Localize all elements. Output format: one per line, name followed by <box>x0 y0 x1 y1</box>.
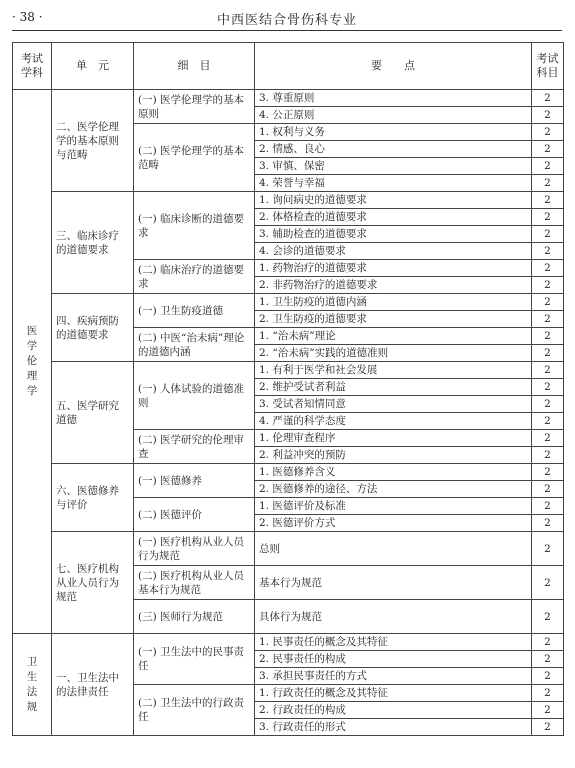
unit-cell: 四、疾病预防的道德要求 <box>52 294 134 362</box>
point-cell: 1. 卫生防疫的道德内涵 <box>255 294 532 311</box>
point-cell: 2. 行政责任的构成 <box>255 702 532 719</box>
page-header <box>12 8 562 31</box>
point-cell: 3. 行政责任的形式 <box>255 719 532 736</box>
level-cell: 2 <box>532 447 564 464</box>
point-cell: 2. 医德修养的途径、方法 <box>255 481 532 498</box>
point-cell: 2. 情感、良心 <box>255 141 532 158</box>
item-cell: (二) 医学研究的伦理审查 <box>134 430 255 464</box>
item-cell: (一) 医德修养 <box>134 464 255 498</box>
level-cell: 2 <box>532 141 564 158</box>
unit-cell: 一、卫生法中的法律责任 <box>52 634 134 736</box>
point-cell: 3. 辅助检查的道德要求 <box>255 226 532 243</box>
level-cell: 2 <box>532 481 564 498</box>
level-cell: 2 <box>532 90 564 107</box>
unit-cell: 二、医学伦理学的基本原则与范畴 <box>52 90 134 192</box>
unit-cell: 六、医德修养与评价 <box>52 464 134 532</box>
point-cell: 1. 有利于医学和社会发展 <box>255 362 532 379</box>
level-cell: 2 <box>532 243 564 260</box>
subject-cell <box>13 634 52 736</box>
level-cell: 2 <box>532 379 564 396</box>
point-cell: 1. 伦理审查程序 <box>255 430 532 447</box>
table-header-row <box>13 43 564 90</box>
point-cell: 4. 会诊的道德要求 <box>255 243 532 260</box>
point-cell: 4. 严谨的科学态度 <box>255 413 532 430</box>
point-cell: 1. “治未病”理论 <box>255 328 532 345</box>
level-cell: 2 <box>532 702 564 719</box>
page-number: · 38 · <box>12 10 43 24</box>
level-cell: 2 <box>532 464 564 481</box>
point-cell: 2. 体格检查的道德要求 <box>255 209 532 226</box>
unit-cell: 三、临床诊疗的道德要求 <box>52 192 134 294</box>
subject-cell <box>13 90 52 634</box>
level-cell: 2 <box>532 498 564 515</box>
item-cell: (三) 医师行为规范 <box>134 600 255 634</box>
level-cell: 2 <box>532 566 564 600</box>
point-cell: 2. 利益冲突的预防 <box>255 447 532 464</box>
item-cell: (一) 医疗机构从业人员行为规范 <box>134 532 255 566</box>
header-level: 考试科目 <box>532 43 564 90</box>
header-subject: 考试学科 <box>13 43 52 90</box>
header-unit: 单 元 <box>52 43 134 90</box>
level-cell: 2 <box>532 175 564 192</box>
point-cell: 2. 民事责任的构成 <box>255 651 532 668</box>
subject-name: 卫生法规 <box>26 655 38 713</box>
item-cell: (二) 医学伦理学的基本范畴 <box>134 124 255 192</box>
item-cell: (二) 中医“治未病”理论的道德内涵 <box>134 328 255 362</box>
level-cell: 2 <box>532 634 564 651</box>
unit-cell: 五、医学研究道德 <box>52 362 134 464</box>
level-cell: 2 <box>532 362 564 379</box>
point-cell: 2. “治未病”实践的道德准则 <box>255 345 532 362</box>
point-cell: 总则 <box>255 532 532 566</box>
header-item: 细 目 <box>134 43 255 90</box>
table-row <box>13 90 564 107</box>
table-body <box>13 90 564 736</box>
table-row <box>13 532 564 566</box>
level-cell: 2 <box>532 226 564 243</box>
level-cell: 2 <box>532 651 564 668</box>
point-cell: 1. 医德评价及标准 <box>255 498 532 515</box>
level-cell: 2 <box>532 413 564 430</box>
level-cell: 2 <box>532 685 564 702</box>
level-cell: 2 <box>532 277 564 294</box>
point-cell: 2. 医德评价方式 <box>255 515 532 532</box>
level-cell: 2 <box>532 668 564 685</box>
point-cell: 1. 询问病史的道德要求 <box>255 192 532 209</box>
point-cell: 2. 维护受试者利益 <box>255 379 532 396</box>
point-cell: 具体行为规范 <box>255 600 532 634</box>
level-cell: 2 <box>532 107 564 124</box>
item-cell: (二) 卫生法中的行政责任 <box>134 685 255 736</box>
item-cell: (二) 医德评价 <box>134 498 255 532</box>
item-cell: (一) 临床诊断的道德要求 <box>134 192 255 260</box>
level-cell: 2 <box>532 719 564 736</box>
level-cell: 2 <box>532 532 564 566</box>
level-cell: 2 <box>532 209 564 226</box>
point-cell: 2. 卫生防疫的道德要求 <box>255 311 532 328</box>
level-cell: 2 <box>532 158 564 175</box>
point-cell: 3. 受试者知情同意 <box>255 396 532 413</box>
item-cell: (一) 卫生防疫道德 <box>134 294 255 328</box>
item-cell: (二) 医疗机构从业人员基本行为规范 <box>134 566 255 600</box>
table-row <box>13 464 564 481</box>
item-cell: (一) 人体试验的道德准则 <box>134 362 255 430</box>
running-title: 中西医结合骨伤科专业 <box>216 13 357 28</box>
point-cell: 3. 尊重原则 <box>255 90 532 107</box>
point-cell: 基本行为规范 <box>255 566 532 600</box>
item-cell: (一) 医学伦理学的基本原则 <box>134 90 255 124</box>
level-cell: 2 <box>532 260 564 277</box>
point-cell: 1. 药物治疗的道德要求 <box>255 260 532 277</box>
level-cell: 2 <box>532 345 564 362</box>
syllabus-table <box>12 42 564 736</box>
point-cell: 4. 荣誉与幸福 <box>255 175 532 192</box>
table-row <box>13 634 564 651</box>
level-cell: 2 <box>532 430 564 447</box>
table-row <box>13 362 564 379</box>
level-cell: 2 <box>532 396 564 413</box>
point-cell: 1. 民事责任的概念及其特征 <box>255 634 532 651</box>
level-cell: 2 <box>532 328 564 345</box>
item-cell: (二) 临床治疗的道德要求 <box>134 260 255 294</box>
level-cell: 2 <box>532 124 564 141</box>
point-cell: 4. 公正原则 <box>255 107 532 124</box>
level-cell: 2 <box>532 515 564 532</box>
level-cell: 2 <box>532 192 564 209</box>
point-cell: 3. 承担民事责任的方式 <box>255 668 532 685</box>
unit-cell: 七、医疗机构从业人员行为规范 <box>52 532 134 634</box>
table-row <box>13 294 564 311</box>
header-points: 要 点 <box>255 43 532 90</box>
point-cell: 1. 医德修养含义 <box>255 464 532 481</box>
item-cell: (一) 卫生法中的民事责任 <box>134 634 255 685</box>
point-cell: 2. 非药物治疗的道德要求 <box>255 277 532 294</box>
point-cell: 3. 审慎、保密 <box>255 158 532 175</box>
subject-name: 医学伦理学 <box>26 325 38 397</box>
point-cell: 1. 行政责任的概念及其特征 <box>255 685 532 702</box>
level-cell: 2 <box>532 294 564 311</box>
table-row <box>13 192 564 209</box>
point-cell: 1. 权利与义务 <box>255 124 532 141</box>
level-cell: 2 <box>532 311 564 328</box>
level-cell: 2 <box>532 600 564 634</box>
